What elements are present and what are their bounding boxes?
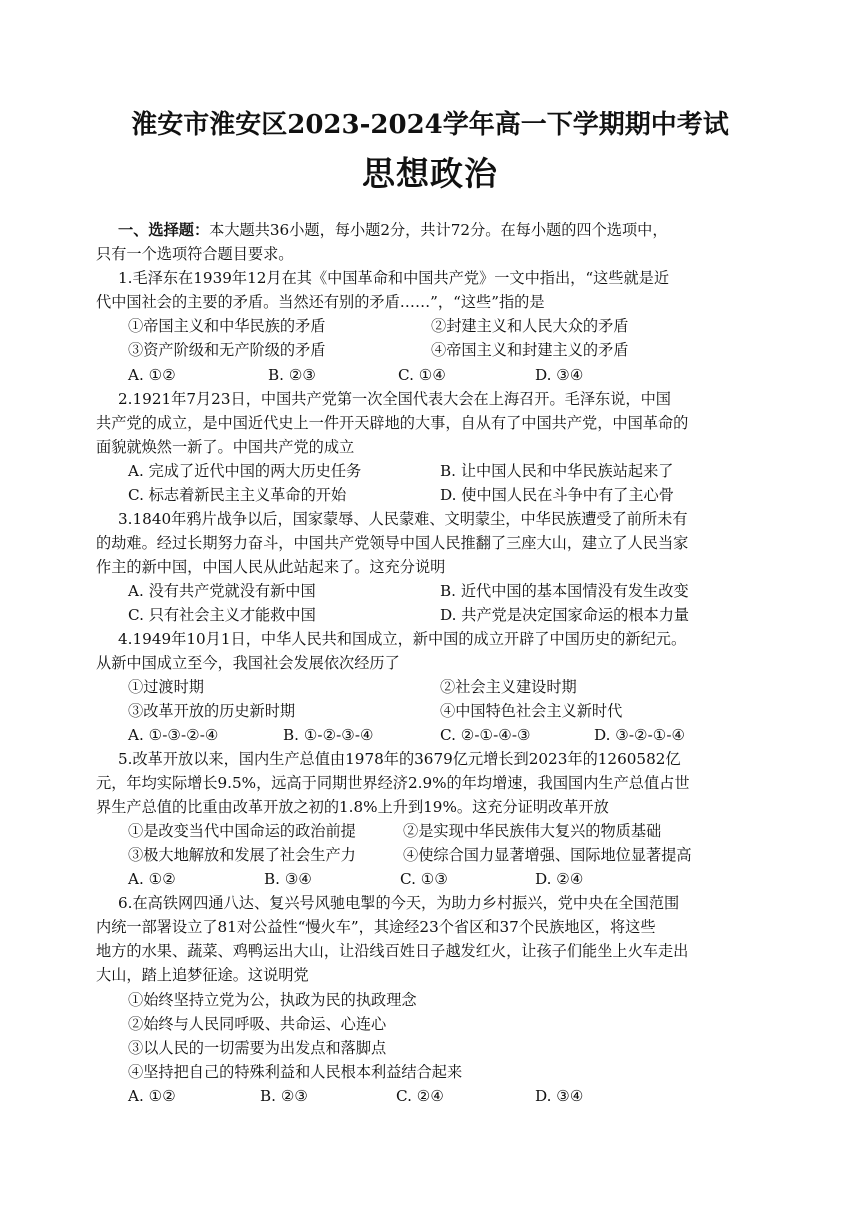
q3-option-c[interactable]: C. 只有社会主义才能救中国 (128, 606, 316, 624)
q4-stem-line2: 从新中国成立至今，我国社会发展依次经历了 (96, 654, 400, 672)
q2-option-d[interactable]: D. 使中国人民在斗争中有了主心骨 (440, 486, 674, 504)
q5-item: ③极大地解放和发展了社会生产力 (128, 846, 356, 864)
q5-item: ①是改变当代中国命运的政治前提 (128, 822, 356, 840)
q4-item: ③改革开放的历史新时期 (128, 702, 296, 720)
q1-items-row2 (128, 338, 748, 362)
q1-option-c[interactable]: C. ①④ (398, 366, 446, 384)
q6-option-b[interactable]: B. ②③ (260, 1087, 309, 1105)
q6-stem-line2: 内统一部署设立了81对公益性“慢火车”，其途经23个省区和37个民族地区，将这些 (96, 918, 656, 936)
q4-item: ①过渡时期 (128, 678, 204, 696)
q4-option-c[interactable]: C. ②-①-④-③ (440, 726, 531, 744)
q5-stem-line3: 界生产总值的比重由改革开放之初的1.8%上升到19%。这充分证明改革开放 (96, 798, 609, 816)
q6-stem-line4: 大山，踏上追梦征途。这说明党 (96, 966, 309, 984)
section-instructions-line2: 只有一个选项符合题目要求。 (96, 245, 294, 263)
q3-option-d[interactable]: D. 共产党是决定国家命运的根本力量 (440, 606, 690, 624)
q5-options (128, 867, 748, 891)
q2-option-b[interactable]: B. 让中国人民和中华民族站起来了 (440, 462, 674, 480)
section-instructions (118, 218, 668, 242)
q2-option-a[interactable]: A. 完成了近代中国的两大历史任务 (128, 462, 362, 480)
q3-options-row2 (128, 603, 748, 627)
q5-items-row2 (128, 843, 748, 867)
q2-stem-line3: 面貌就焕然一新了。中国共产党的成立 (96, 438, 355, 456)
q5-option-c[interactable]: C. ①③ (400, 870, 448, 888)
q6-option-c[interactable]: C. ②④ (396, 1087, 444, 1105)
q1-stem-line1: 1.毛泽东在1939年12月在其《中国革命和中国共产党》一文中指出，“这些就是近 (118, 269, 670, 287)
q2-options-row2 (128, 483, 748, 507)
q4-stem-line1: 4.1949年10月1日，中华人民共和国成立，新中国的成立开辟了中国历史的新纪元。 (118, 630, 687, 648)
q1-stem-line2: 代中国社会的主要的矛盾。当然还有别的矛盾……”，“这些”指的是 (96, 293, 545, 311)
q1-item: ④帝国主义和封建主义的矛盾 (431, 341, 629, 359)
q1-option-b[interactable]: B. ②③ (268, 366, 317, 384)
q5-option-d[interactable]: D. ②④ (535, 870, 584, 888)
q3-option-a[interactable]: A. 没有共产党就没有新中国 (128, 582, 316, 600)
q1-option-a[interactable]: A. ①② (128, 366, 176, 384)
q6-option-a[interactable]: A. ①② (128, 1087, 176, 1105)
exam-title: 淮安市淮安区2023-2024学年高一下学期期中考试 (131, 110, 729, 140)
q3-options-row1 (128, 579, 748, 603)
q3-stem-line1: 3.1840年鸦片战争以后，国家蒙辱、人民蒙难、文明蒙尘，中华民族遭受了前所未有 (118, 510, 688, 528)
section-heading: 一、选择题： (118, 221, 210, 239)
q6-item: ④坚持把自己的特殊利益和人民根本利益结合起来 (128, 1063, 463, 1081)
q4-options (128, 723, 748, 747)
q2-option-c[interactable]: C. 标志着新民主主义革命的开始 (128, 486, 347, 504)
subject-title: 思想政治 (362, 154, 498, 193)
q6-options (128, 1084, 748, 1108)
q4-option-a[interactable]: A. ①-③-②-④ (128, 726, 219, 744)
q3-stem-line2: 的劫难。经过长期努力奋斗，中国共产党领导中国人民推翻了三座大山，建立了人民当家 (96, 534, 689, 552)
q1-option-d[interactable]: D. ③④ (535, 366, 584, 384)
q5-option-a[interactable]: A. ①② (128, 870, 176, 888)
section-instructions-line1: 本大题共36小题，每小题2分，共计72分。在每小题的四个选项中， (209, 221, 668, 239)
q6-option-d[interactable]: D. ③④ (535, 1087, 584, 1105)
q5-items-row1 (128, 819, 748, 843)
q1-item: ③资产阶级和无产阶级的矛盾 (128, 341, 326, 359)
q3-option-b[interactable]: B. 近代中国的基本国情没有发生改变 (440, 582, 689, 600)
q6-stem-line1: 6.在高铁网四通八达、复兴号风驰电掣的今天，为助力乡村振兴，党中央在全国范围 (118, 894, 680, 912)
q5-stem-line1: 5.改革开放以来，国内生产总值由1978年的3679亿元增长到2023年的1260582亿 (118, 750, 681, 768)
q2-stem-line1: 2.1921年7月23日，中国共产党第一次全国代表大会在上海召开。毛泽东说，中国 (118, 390, 671, 408)
q4-item: ④中国特色社会主义新时代 (440, 702, 623, 720)
q1-item: ①帝国主义和中华民族的矛盾 (128, 317, 326, 335)
q5-option-b[interactable]: B. ③④ (264, 870, 313, 888)
q5-item: ④使综合国力显著增强、国际地位显著提高 (403, 846, 692, 864)
q6-item: ③以人民的一切需要为出发点和落脚点 (128, 1039, 387, 1057)
q1-items-row1 (128, 314, 748, 338)
q2-stem-line2: 共产党的成立，是中国近代史上一件开天辟地的大事，自从有了中国共产党，中国革命的 (96, 414, 689, 432)
q4-item: ②社会主义建设时期 (440, 678, 577, 696)
q5-stem-line2: 元，年均实际增长9.5%，远高于同期世界经济2.9%的年均增速，我国国内生产总值占世 (96, 774, 690, 792)
q6-stem-line3: 地方的水果、蔬菜、鸡鸭运出大山，让沿线百姓日子越发红火，让孩子们能坐上火车走出 (96, 942, 689, 960)
q6-item: ①始终坚持立党为公，执政为民的执政理念 (128, 991, 417, 1009)
q1-item: ②封建主义和人民大众的矛盾 (431, 317, 629, 335)
q3-stem-line3: 作主的新中国，中国人民从此站起来了。这充分说明 (96, 558, 446, 576)
q5-item: ②是实现中华民族伟大复兴的物质基础 (403, 822, 662, 840)
q4-items-row1 (128, 675, 748, 699)
q4-items-row2 (128, 699, 748, 723)
q4-option-d[interactable]: D. ③-②-①-④ (594, 726, 686, 744)
q4-option-b[interactable]: B. ①-②-③-④ (283, 726, 374, 744)
q6-item: ②始终与人民同呼吸、共命运、心连心 (128, 1015, 387, 1033)
q1-options (128, 363, 748, 387)
q2-options-row1 (128, 459, 748, 483)
